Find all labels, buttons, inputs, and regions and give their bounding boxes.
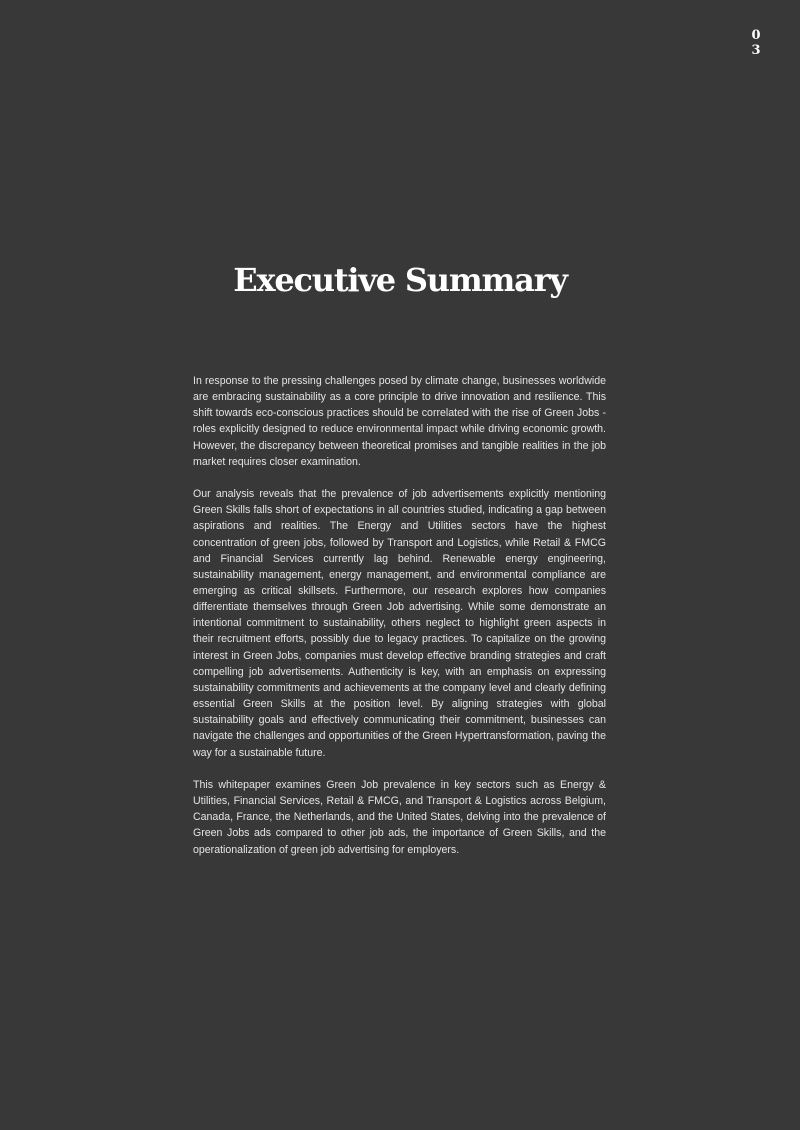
summary-paragraph-3: This whitepaper examines Green Job prevalence in key sectors such as Energy & Utilities, Financial Services, Retail & FMCG, and Transport & Logistics across Belgium, Canada, France, the Netherlands, and the United States, delving into the prevalence of Green Jobs ads compared to other job ads, the importance of Green Skills, and the operationalization of green job advertising for employers. [193,778,606,856]
page-number [750,28,762,58]
summary-body [193,373,606,858]
page-title: Executive Summary [233,261,567,299]
summary-paragraph-1: In response to the pressing challenges posed by climate change, businesses worldwide are embracing sustainability as a core principle to drive innovation and resilience. This shift towards eco-conscious practices should be correlated with the rise of Green Jobs - roles explicitly designed to reduce environmental impact while driving economic growth. However, the discrepancy between theoretical promises and tangible realities in the job market requires closer examination. [193,375,606,468]
page-number-digit-2: 3 [751,43,761,58]
page-number-digit-1: 0 [751,28,761,43]
summary-paragraph-2: Our analysis reveals that the prevalence of job advertisements explicitly mentioning Green Skills falls short of expectations in all countries studied, indicating a gap between aspirations and realities. The Energy and Utilities sectors have the highest concentration of green jobs, followed by Transport and Logistics, while Retail & FMCG and Financial Services currently lag behind. Renewable energy engineering, sustainability management, energy management, and environmental compliance are emerging as critical skillsets. Furthermore, our research explores how companies differentiate themselves through Green Job advertising. While some demonstrate an intentional commitment to sustainability, others neglect to highlight green aspects in their recruitment efforts, possibly due to legacy practices. To capitalize on the growing interest in Green Jobs, companies must develop effective branding strategies and craft compelling job advertisements. Authenticity is key, with an emphasis on expressing sustainability commitments and achievements at the company level and clearly defining essential Green Skills at the position level. By aligning strategies with global sustainability goals and effectively communicating their commitment, businesses can navigate the challenges and opportunities of the Green Hypertransformation, paving the way for a sustainable future. [193,488,606,759]
